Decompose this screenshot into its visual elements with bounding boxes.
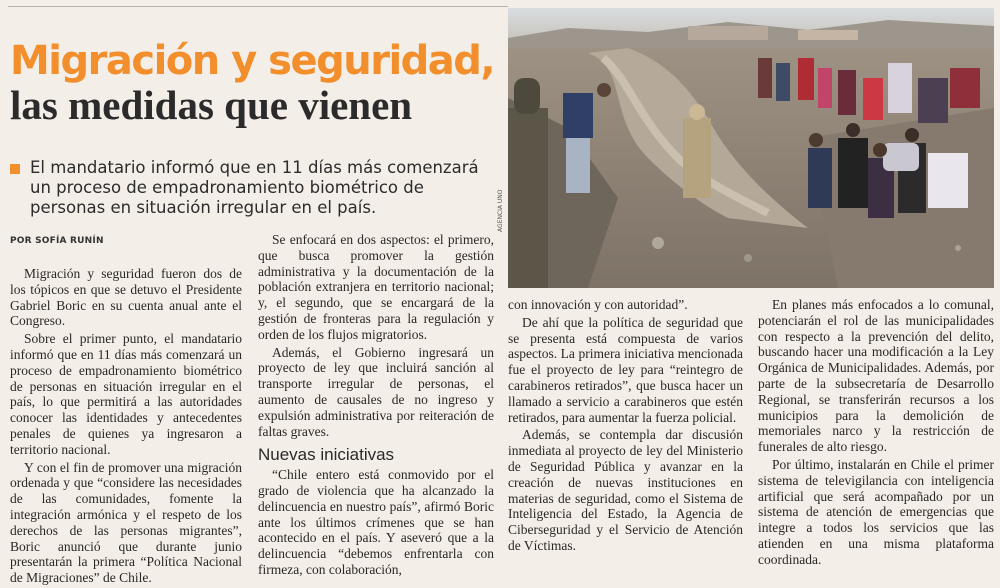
- subheading: Nuevas iniciativas: [258, 445, 395, 465]
- col4-paragraph: En planes más enfocados a lo comunal, potenciarán el rol de las municipalidades con respecto a la prevención del delito, buscando hacer una modificación a la Ley Orgánica de Municipalidades. Además, por parte de la subsecretaría de Desarrollo Regional, se transferirán recursos a los municipios para la demolición de memoriales narco y la restricción de funerales de alto riesgo.: [758, 297, 994, 455]
- col1-paragraph: Migración y seguridad fueron dos de los tópicos en que se detuvo el Presidente Gabriel Boric en su cuenta anual ante el Congreso.: [10, 266, 242, 329]
- photo-illustration: [508, 8, 994, 288]
- col3-paragraph: De ahí que la política de seguridad que se presenta está compuesta de varios aspectos. La primera iniciativa mencionada fue el proyecto de ley para “reintegro de carabineros retirados”, que busca hacer un llamado a servicio a carabineros que estén retirados, para aumentar la fuerza policial.: [508, 314, 743, 425]
- top-rule: [8, 6, 508, 7]
- col3-paragraph: con innovación y con autoridad”.: [508, 297, 688, 312]
- body-column-1: [10, 266, 242, 588]
- news-photo: [508, 8, 994, 288]
- col2-paragraph: Se enfocará en dos aspectos: el primero, que busca promover la gestión administrativa y la documentación de la población extranjera en territorio nacional; y, el segundo, que se encargará de la gestión de fronteras para la regulación y orden de los flujos migratorios.: [258, 232, 494, 342]
- summary-bullet-icon: [10, 164, 20, 174]
- col4-paragraph: Por último, instalarán en Chile el primer sistema de televigilancia con inteligencia artificial que será acompañado por un sistema de atención de emergencias que integre a todos los servicios que las atienden en una misma plataforma coordinada.: [758, 456, 994, 567]
- headline: [10, 40, 500, 129]
- col1-paragraph: Y con el fin de promover una migración ordenada y que “considere las necesidades de las comunidades, fomente la integración armónica y el respeto de los derechos de las personas migrantes”, Boric anunció que durante junio presentarán la primera “Política Nacional de Migraciones” de Chile.: [10, 459, 242, 586]
- col3-paragraph: Además, se contempla dar discusión inmediata al proyecto de ley del Ministerio de Seguridad Pública y avanzar en la creación de nuevas instituciones en materias de seguridad, como el Sistema de Inteligencia del Estado, la Agencia de Ciberseguridad y el Servicio de Atención de Víctimas.: [508, 427, 743, 553]
- photo-credit: AGENCIA UNO: [497, 189, 504, 232]
- summary: [10, 158, 485, 218]
- col2-paragraph: “Chile entero está conmovido por el grado de violencia que ha alcanzado la delincuencia en nuestro país”, afirmó Boric ante los últimos crímenes que se han acontecido en el país. Y aseveró que a la delincuencia “debemos enfrentarla con firmeza, con colaboración,: [258, 467, 494, 577]
- summary-text: El mandatario informó que en 11 días más comenzará un proceso de empadronamiento biométrico de personas en situación irregular en el país.: [30, 158, 479, 217]
- byline: POR SOFÍA RUNÍN: [10, 236, 104, 246]
- headline-accent: Migración y seguridad,: [10, 38, 495, 84]
- col1-paragraph: Sobre el primer punto, el mandatario informó que en 11 días más comenzará un proceso de empadronamiento biométrico de personas en situación irregular en el país, lo que permitirá a las autoridades conocer las identidades y antecedentes penales de quienes ya ingresaron a territorio nacional.: [10, 331, 242, 457]
- col2-paragraph: Además, el Gobierno ingresará un proyecto de ley que incluirá sanción al transporte irregular de personas, el aumento de causales de no ingreso y expulsión administrativa por reiteración de faltas graves.: [258, 344, 494, 439]
- body-column-3: [508, 297, 743, 556]
- headline-rest: las medidas que vienen: [10, 82, 413, 128]
- body-column-2: [258, 232, 494, 580]
- body-column-4: [758, 297, 994, 570]
